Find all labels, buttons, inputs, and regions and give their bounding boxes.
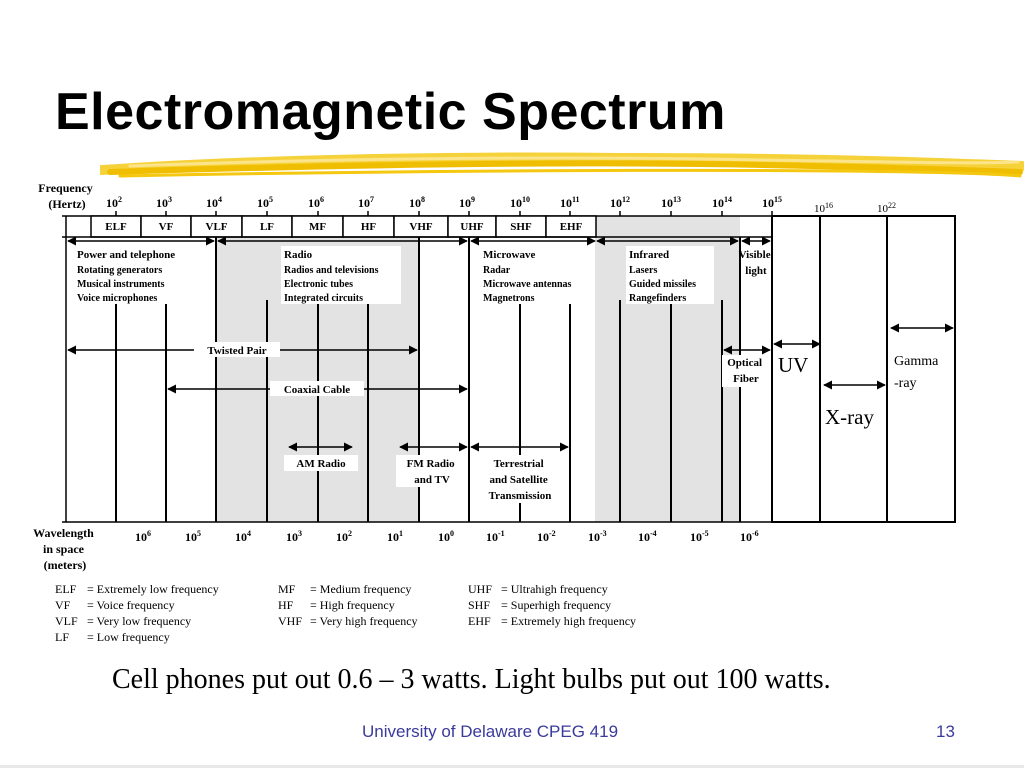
am-radio-label: AM Radio	[296, 458, 346, 470]
freq-tick-label: $10^{14}$	[712, 195, 732, 210]
wave-tick-label: $10^4$	[235, 529, 251, 544]
freq-tick-label: $10^{13}$	[661, 195, 681, 210]
freq-tick-label: $10^{10}$	[510, 195, 530, 210]
slide-title: Electromagnetic Spectrum	[55, 83, 726, 141]
wave-tick-label: $10^{-3}$	[588, 529, 607, 544]
wavelength-label: Wavelength in space (meters)	[33, 526, 94, 572]
group-item: Voice microphones	[77, 293, 158, 304]
gamma-label: Gamma -ray	[894, 354, 939, 391]
band-label-vhf: VHF	[409, 221, 433, 233]
legend-abbr: UHF	[468, 582, 493, 596]
band-label-ehf: EHF	[559, 221, 583, 233]
group-title-microwave: Microwave	[483, 249, 536, 261]
freq-tick-label: $10^5$	[257, 195, 273, 210]
band-label-hf: HF	[360, 221, 377, 233]
legend-abbr: VHF	[278, 614, 303, 628]
legend-abbr: HF	[278, 598, 294, 612]
group-item: Microwave antennas	[483, 279, 572, 290]
freq-tick-label: $10^4$	[206, 195, 222, 210]
optical-fiber-label: Optical Fiber	[727, 357, 763, 385]
group-item: Electronic tubes	[284, 279, 353, 290]
freq-tick-label: $10^{15}$	[762, 195, 782, 210]
fm-radio-label: FM Radio and TV	[406, 458, 455, 486]
wave-tick-label: $10^1$	[387, 529, 403, 544]
legend-desc: = Medium frequency	[310, 582, 412, 596]
band-label-vlf: VLF	[205, 221, 228, 233]
wave-tick-label: $10^{-5}$	[690, 529, 709, 544]
freq-label-22: $10^{22}$	[877, 201, 896, 215]
wave-tick-label: $10^{-2}$	[537, 529, 556, 544]
frequency-label: Frequency (Hertz)	[38, 181, 93, 211]
group-title-power: Power and telephone	[77, 249, 176, 261]
freq-tick-label: $10^6$	[308, 195, 324, 210]
wave-tick-label: $10^2$	[336, 529, 352, 544]
band-label-uhf: UHF	[460, 221, 484, 233]
visible-light-label: Visible light	[738, 249, 771, 277]
wave-tick-label: $10^{-4}$	[638, 529, 657, 544]
legend-desc: = Very low frequency	[87, 614, 192, 628]
freq-tick-label: $10^2$	[106, 195, 122, 210]
band-label-shf: SHF	[510, 221, 532, 233]
group-item: Magnetrons	[483, 293, 535, 304]
terrestrial-label: Terrestrial and Satellite Transmission	[488, 458, 552, 502]
legend-abbr: MF	[278, 582, 296, 596]
legend-desc: = Ultrahigh frequency	[501, 582, 608, 596]
footer-institution: University of Delaware CPEG 419	[362, 722, 619, 741]
wave-tick-label: $10^0$	[438, 529, 454, 544]
legend-desc: = Voice frequency	[87, 598, 175, 612]
freq-tick-label: $10^{12}$	[610, 195, 630, 210]
freq-tick-label: $10^3$	[156, 195, 172, 210]
legend-desc: = Extremely low frequency	[87, 582, 219, 596]
group-item: Rangefinders	[629, 293, 687, 304]
group-title-infrared: Infrared	[629, 249, 670, 261]
group-title-radio: Radio	[284, 249, 313, 261]
legend-abbr: SHF	[468, 598, 491, 612]
freq-tick-label: $10^7$	[358, 195, 374, 210]
wave-tick-label: $10^{-1}$	[486, 529, 505, 544]
band-label-lf: LF	[259, 221, 275, 233]
coaxial-cable-label: Coaxial Cable	[283, 384, 351, 396]
wave-tick-label: $10^5$	[185, 529, 201, 544]
freq-label-16: $10^{16}$	[814, 201, 833, 215]
legend-desc: = High frequency	[310, 598, 395, 612]
legend-abbr: VF	[55, 598, 71, 612]
legend-abbr: ELF	[55, 582, 77, 596]
group-item: Rotating generators	[77, 265, 163, 276]
uv-label: UV	[778, 353, 809, 377]
band-label-vf: VF	[158, 221, 174, 233]
group-item: Musical instruments	[77, 279, 165, 290]
freq-tick-label: $10^8$	[409, 195, 425, 210]
freq-tick-label: $10^{11}$	[560, 195, 580, 210]
band-label-mf: MF	[308, 221, 327, 233]
wave-tick-label: $10^6$	[135, 529, 151, 544]
freq-tick-label: $10^9$	[459, 195, 475, 210]
twisted-pair-label: Twisted Pair	[207, 345, 267, 357]
group-item: Radios and televisions	[284, 265, 379, 276]
band-label-elf: ELF	[105, 221, 127, 233]
legend-abbr: VLF	[55, 614, 78, 628]
legend-desc: = Low frequency	[87, 630, 170, 644]
xray-label: X-ray	[825, 405, 874, 429]
wave-tick-label: $10^{-6}$	[740, 529, 759, 544]
legend-desc: = Superhigh frequency	[501, 598, 612, 612]
legend-desc: = Extremely high frequency	[501, 614, 637, 628]
slide-caption: Cell phones put out 0.6 – 3 watts. Light bulbs put out 100 watts.	[112, 664, 831, 695]
group-item: Integrated circuits	[284, 293, 363, 304]
group-item: Guided missiles	[629, 279, 696, 290]
page-number: 13	[936, 722, 955, 741]
group-item: Radar	[483, 265, 511, 276]
legend-abbr: LF	[55, 630, 70, 644]
wave-tick-label: $10^3$	[286, 529, 302, 544]
legend-desc: = Very high frequency	[310, 614, 418, 628]
group-item: Lasers	[629, 265, 658, 276]
legend-abbr: EHF	[468, 614, 491, 628]
